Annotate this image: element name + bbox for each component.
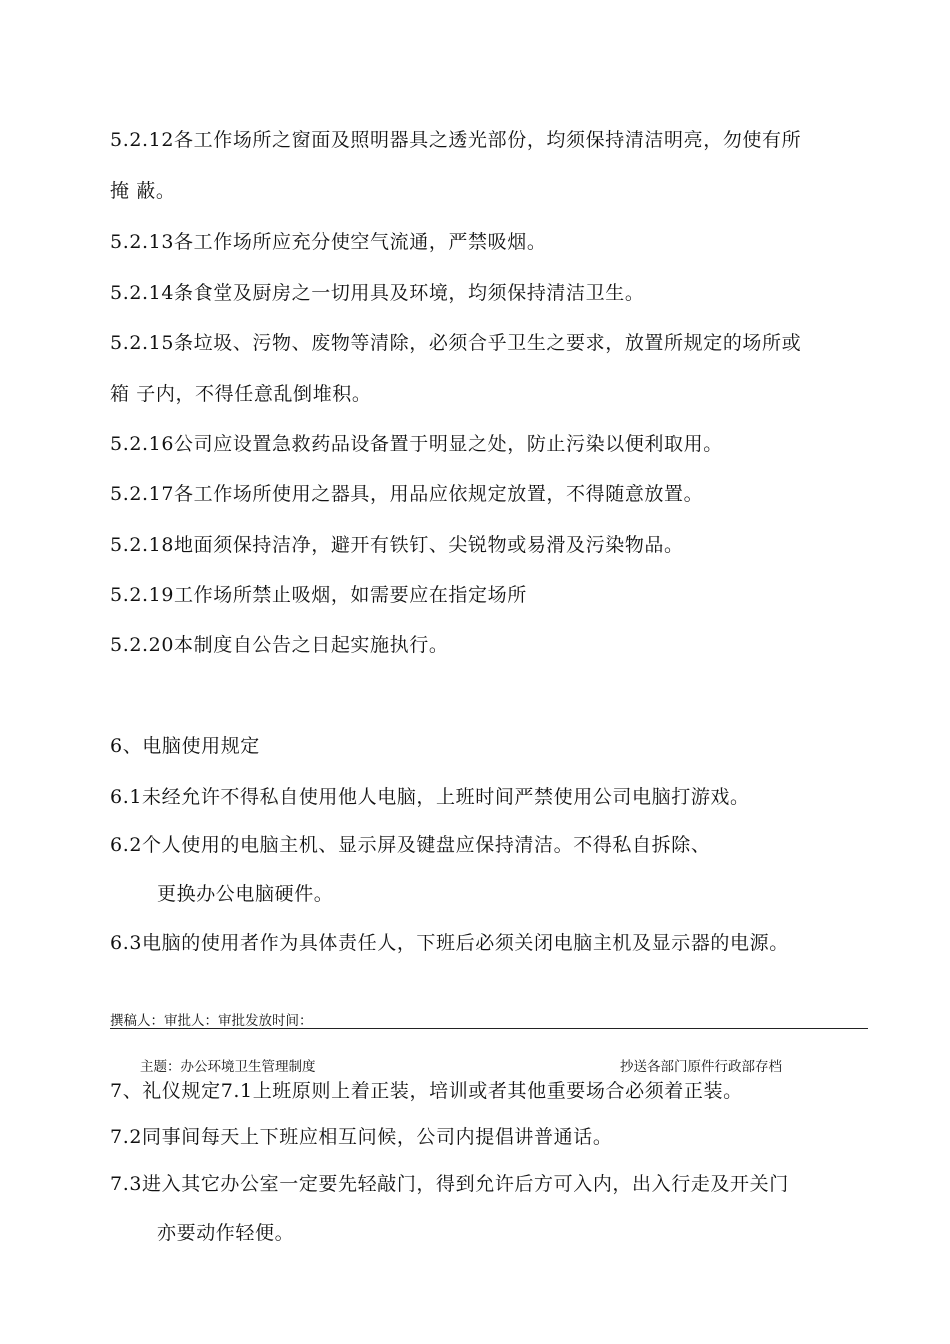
clause-5-2-14: 5.2.14条食堂及厨房之一切用具及环境，均须保持清洁卫生。 bbox=[110, 282, 645, 304]
clause-7-2: 7.2同事间每天上下班应相互问候，公司内提倡讲普通话。 bbox=[110, 1126, 613, 1148]
footer-divider bbox=[110, 1028, 868, 1029]
distribution-note: 抄送各部门原件行政部存档 bbox=[620, 1059, 782, 1075]
clause-7-3: 7.3进入其它办公室一定要先轻敲门，得到允许后方可入内，出入行走及开关门 bbox=[110, 1173, 789, 1195]
clause-5-2-16: 5.2.16公司应设置急救药品设备置于明显之处，防止污染以便利取用。 bbox=[110, 433, 723, 455]
clause-5-2-13: 5.2.13各工作场所应充分使空气流通，严禁吸烟。 bbox=[110, 231, 547, 253]
clause-5-2-12: 5.2.12各工作场所之窗面及照明器具之透光部份，均须保持清洁明亮，勿使有所 bbox=[110, 129, 802, 151]
document-subject: 主题：办公环境卫生管理制度 bbox=[140, 1059, 316, 1075]
signoff-line: 撰稿人：审批人：审批发放时间： bbox=[110, 1013, 313, 1029]
section-6-heading: 6、电脑使用规定 bbox=[110, 735, 260, 757]
clause-6-1: 6.1未经允许不得私自使用他人电脑，上班时间严禁使用公司电脑打游戏。 bbox=[110, 786, 750, 808]
clause-5-2-15: 5.2.15条垃圾、污物、废物等清除，必须合乎卫生之要求，放置所规定的场所或 bbox=[110, 332, 802, 354]
clause-7-3-continued: 亦要动作轻便。 bbox=[157, 1222, 295, 1244]
clause-5-2-19: 5.2.19工作场所禁止吸烟，如需要应在指定场所 bbox=[110, 584, 527, 606]
clause-5-2-18: 5.2.18地面须保持洁净，避开有铁钉、尖锐物或易滑及污染物品。 bbox=[110, 534, 684, 556]
clause-7-1: 7、礼仪规定7.1上班原则上着正装，培训或者其他重要场合必须着正装。 bbox=[110, 1080, 743, 1102]
clause-5-2-20: 5.2.20本制度自公告之日起实施执行。 bbox=[110, 634, 449, 656]
clause-6-2: 6.2个人使用的电脑主机、显示屏及键盘应保持清洁。不得私自拆除、 bbox=[110, 834, 711, 856]
clause-5-2-12-continued: 掩 蔽。 bbox=[110, 180, 176, 202]
clause-5-2-15-continued: 箱 子内，不得任意乱倒堆积。 bbox=[110, 383, 372, 405]
clause-5-2-17: 5.2.17各工作场所使用之器具，用品应依规定放置，不得随意放置。 bbox=[110, 483, 704, 505]
clause-6-2-continued: 更换办公电脑硬件。 bbox=[157, 883, 334, 905]
clause-6-3: 6.3电脑的使用者作为具体责任人，下班后必须关闭电脑主机及显示器的电源。 bbox=[110, 932, 789, 954]
